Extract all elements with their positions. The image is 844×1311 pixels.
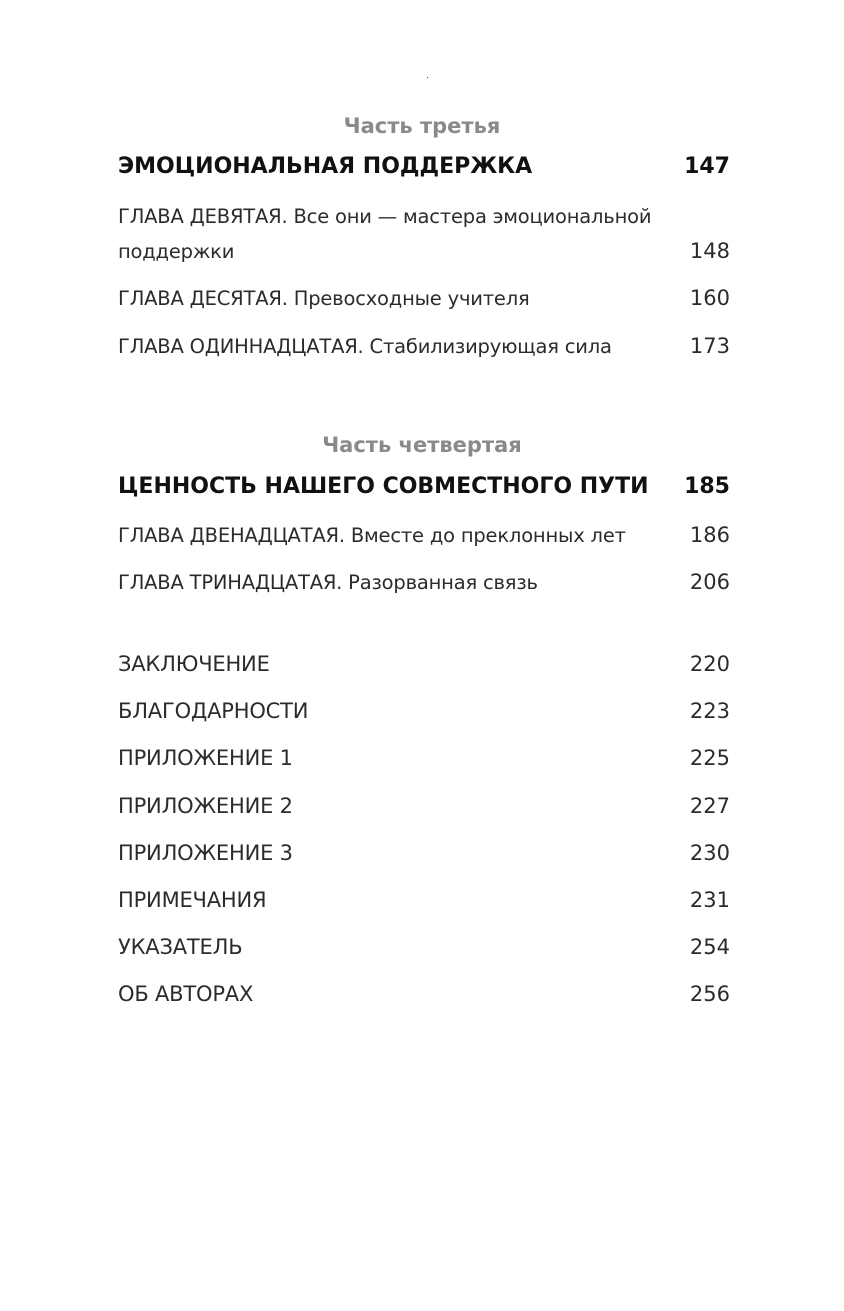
chapter-9-line1: ГЛАВА ДЕВЯТАЯ. Все они — мастера эмоциональной — [118, 205, 652, 228]
appendix-2-page: 227 — [689, 794, 730, 818]
chapter-9-page: 148 — [689, 239, 730, 263]
chapter-12-page: 186 — [689, 523, 730, 547]
toc-entry-about-authors[interactable] — [118, 982, 730, 1006]
part-four-page: 185 — [684, 474, 730, 499]
index-title: УКАЗАТЕЛЬ — [118, 935, 243, 959]
part-three-title: ЭМОЦИОНАЛЬНАЯ ПОДДЕРЖКА — [118, 154, 533, 179]
appendix-3-page: 230 — [689, 841, 730, 865]
index-page: 254 — [689, 935, 730, 959]
appendix-3-title: ПРИЛОЖЕНИЕ 3 — [118, 841, 293, 865]
part-three-label: Часть третья — [343, 114, 501, 138]
chapter-11-page: 173 — [689, 334, 730, 358]
part-four-heading[interactable] — [118, 474, 730, 499]
notes-page: 231 — [689, 888, 730, 912]
chapter-13-title: ГЛАВА ТРИНАДЦАТАЯ. Разорванная связь — [118, 571, 538, 594]
about-authors-page: 256 — [689, 982, 730, 1006]
toc-entry-conclusion[interactable] — [118, 652, 730, 676]
conclusion-title: ЗАКЛЮЧЕНИЕ — [118, 652, 270, 676]
chapter-11-title: ГЛАВА ОДИННАДЦАТАЯ. Стабилизирующая сила — [118, 335, 612, 358]
acknowledgements-title: БЛАГОДАРНОСТИ — [118, 699, 309, 723]
chapter-10-title: ГЛАВА ДЕСЯТАЯ. Превосходные учителя — [118, 287, 530, 310]
part-four-title: ЦЕННОСТЬ НАШЕГО СОВМЕСТНОГО ПУТИ — [118, 474, 649, 499]
chapter-12-title: ГЛАВА ДВЕНАДЦАТАЯ. Вместе до преклонных лет — [118, 524, 626, 547]
chapter-9-title: поддержки — [118, 240, 235, 263]
toc-entry-appendix-2[interactable] — [118, 794, 730, 818]
appendix-1-title: ПРИЛОЖЕНИЕ 1 — [118, 746, 293, 770]
acknowledgements-page: 223 — [689, 699, 730, 723]
notes-title: ПРИМЕЧАНИЯ — [118, 888, 267, 912]
toc-entry-notes[interactable] — [118, 888, 730, 912]
chapter-13-page: 206 — [689, 570, 730, 594]
toc-entry-chapter-10[interactable] — [118, 286, 730, 310]
chapter-10-page: 160 — [689, 286, 730, 310]
about-authors-title: ОБ АВТОРАХ — [118, 982, 254, 1006]
appendix-1-page: 225 — [689, 746, 730, 770]
part-three-heading[interactable] — [118, 154, 730, 179]
toc-entry-chapter-12[interactable] — [118, 523, 730, 547]
conclusion-page: 220 — [689, 652, 730, 676]
toc-entry-acknowledgements[interactable] — [118, 699, 730, 723]
part-three-page: 147 — [684, 154, 730, 179]
toc-entry-appendix-1[interactable] — [118, 746, 730, 770]
toc-entry-chapter-9[interactable] — [118, 239, 730, 263]
toc-entry-chapter-11[interactable] — [118, 334, 730, 358]
toc-entry-index[interactable] — [118, 935, 730, 959]
appendix-2-title: ПРИЛОЖЕНИЕ 2 — [118, 794, 293, 818]
toc-entry-appendix-3[interactable] — [118, 841, 730, 865]
part-four-label: Часть четвертая — [322, 433, 522, 457]
toc-entry-chapter-13[interactable] — [118, 570, 730, 594]
page-mark: . — [426, 70, 430, 81]
